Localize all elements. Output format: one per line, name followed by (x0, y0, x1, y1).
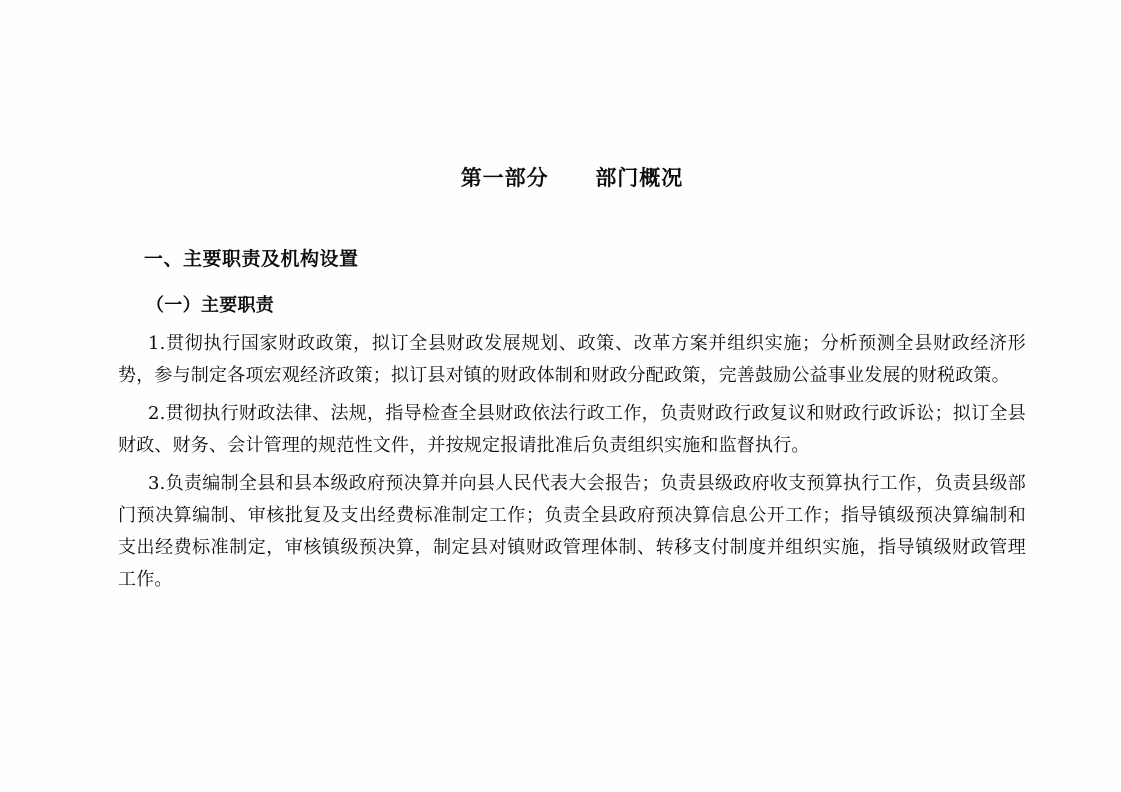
subsection-heading: （一）主要职责 (146, 295, 275, 316)
page-title (118, 0, 1026, 192)
page-title-part: 第一部分 (460, 165, 549, 190)
section-heading: 一、主要职责及机构设置 (144, 248, 359, 270)
paragraph-2: 2.贯彻执行财政法律、法规，指导检查全县财政依法行政工作，负责财政行政复议和财政行政诉讼；拟订全县财政、财务、会计管理的规范性文件，并按规定报请批准后负责组织实施和监督执行。 (118, 403, 1026, 457)
paragraph-1: 1.贯彻执行国家财政政策，拟订全县财政发展规划、政策、改革方案并组织实施；分析预测全县财政经济形势，参与制定各项宏观经济政策；拟订县对镇的财政体制和财政分配政策，完善鼓励公益事业发展的财税政策。 (118, 333, 1026, 387)
document-body (118, 0, 1026, 596)
paragraph-3: 3.负责编制全县和县本级政府预决算并向县人民代表大会报告；负责县级政府收支预算执行工作，负责县级部门预决算编制、审核批复及支出经费标准制定工作；负责全县政府预决算信息公开工作；指导镇级预决算编制和支出经费标准制定，审核镇级预决算，制定县对镇财政管理体制、转移支付制度并组织实施，指导镇级财政管理工作。 (118, 473, 1026, 591)
page-title-name: 部门概况 (595, 165, 684, 190)
